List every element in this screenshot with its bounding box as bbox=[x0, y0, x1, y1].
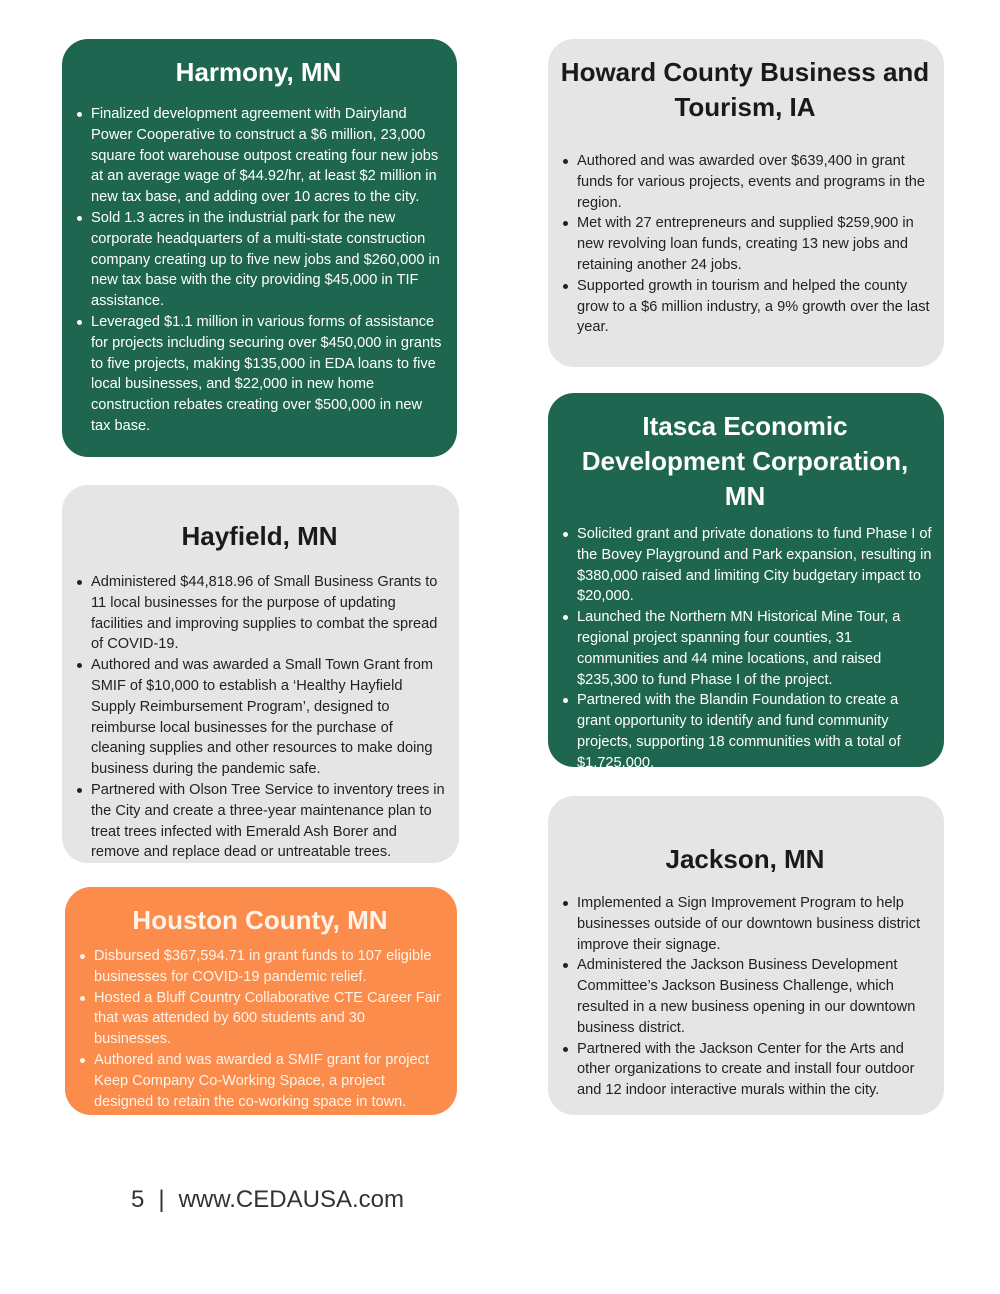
bullet-list bbox=[72, 104, 445, 437]
list-item: Authored and was awarded a Small Town Grant from SMIF of $10,000 to establish a ‘Healthy Hayfield Supply Reimbursement Program’, designed to reimburse local businesses for the purchase of cleaning supplies and other resources to make doing business during the pandemic safe. bbox=[91, 655, 447, 780]
card-itasca bbox=[548, 393, 944, 771]
list-item: Authored and was awarded a SMIF grant for project Keep Company Co-Working Space, a project designed to retain the co-working space in town. bbox=[94, 1050, 445, 1112]
list-item: Launched the Northern MN Historical Mine Tour, a regional project spanning four counties, 31 communities and 44 mine locations, and raised $235,300 to fund Phase I of the project. bbox=[577, 607, 932, 690]
bullet-list bbox=[558, 893, 932, 1101]
footer-separator: | bbox=[158, 1186, 165, 1213]
card-harmony bbox=[62, 39, 457, 457]
card-title: Harmony, MN bbox=[175, 57, 342, 87]
list-item: Authored and was awarded over $639,400 in grant funds for various projects, events and programs in the region. bbox=[577, 151, 932, 213]
list-item: Administered $44,818.96 of Small Business Grants to 11 local businesses for the purpose of updating facilities and improving supplies to combat the spread of COVID-19. bbox=[91, 572, 447, 655]
list-item: Partnered with Olson Tree Service to inventory trees in the City and create a three-year maintenance plan to treat trees infected with Emerald Ash Borer and remove and replace dead or untreatable trees. bbox=[91, 780, 447, 863]
card-houston-county bbox=[65, 887, 457, 1115]
list-item: Partnered with the Blandin Foundation to create a grant opportunity to identify and fund community projects, supporting 18 communities with a total of $1,725,000. bbox=[577, 690, 932, 773]
list-item: Implemented a Sign Improvement Program to help businesses outside of our downtown business district improve their signage. bbox=[577, 893, 932, 955]
list-item: Disbursed $367,594.71 in grant funds to 107 eligible businesses for COVID-19 pandemic relief. bbox=[94, 946, 445, 988]
list-item: Administered the Jackson Business Development Committee’s Jackson Business Challenge, which resulted in a new business opening in our downtown business district. bbox=[577, 955, 932, 1038]
list-item: Met with 27 entrepreneurs and supplied $259,900 in new revolving loan funds, creating 13 new jobs and retaining another 24 jobs. bbox=[577, 213, 932, 275]
card-howard-county bbox=[548, 39, 944, 367]
card-title: Houston County, MN bbox=[132, 905, 388, 935]
card-title: Itasca Economic Development Corporation, MN bbox=[581, 411, 909, 511]
page-number: 5 bbox=[131, 1186, 145, 1213]
page-footer bbox=[131, 1186, 404, 1214]
bullet-list bbox=[558, 151, 932, 338]
list-item: Solicited grant and private donations to fund Phase I of the Bovey Playground and Park expansion, resulting in $380,000 raised and limiting City budgetary impact to $20,000. bbox=[577, 524, 932, 607]
list-item: Hosted a Bluff Country Collaborative CTE Career Fair that was attended by 600 students and 30 businesses. bbox=[94, 988, 445, 1050]
website-link[interactable]: www.CEDAUSA.com bbox=[178, 1186, 404, 1213]
bullet-list bbox=[558, 524, 932, 774]
list-item: Supported growth in tourism and helped the county grow to a $6 million industry, a 9% growth over the last year. bbox=[577, 276, 932, 338]
card-jackson bbox=[548, 796, 944, 1115]
card-title: Hayfield, MN bbox=[181, 521, 338, 551]
list-item: Leveraged $1.1 million in various forms of assistance for projects including securing over $450,000 in grants to five projects, making $135,000 in EDA loans to five local businesses, and $22,000 in new home construction rebates creating over $500,000 in new tax base. bbox=[91, 312, 445, 437]
card-title: Jackson, MN bbox=[665, 844, 825, 874]
list-item: Sold 1.3 acres in the industrial park for the new corporate headquarters of a multi-state construction company creating up to five new jobs and $260,000 in new tax base with the city providing $45,000 in TIF assistance. bbox=[91, 208, 445, 312]
card-title: Howard County Business and Tourism, IA bbox=[560, 57, 930, 122]
card-hayfield bbox=[62, 485, 459, 863]
bullet-list bbox=[72, 572, 447, 863]
list-item: Partnered with the Jackson Center for the Arts and other organizations to create and install four outdoor and 12 indoor interactive murals within the city. bbox=[577, 1039, 932, 1101]
bullet-list bbox=[75, 946, 445, 1112]
list-item: Finalized development agreement with Dairyland Power Cooperative to construct a $6 million, 23,000 square foot warehouse outpost creating four new jobs at an average wage of $44.92/hr, at least $2 million in new tax base, and adding over 10 acres to the city. bbox=[91, 104, 445, 208]
